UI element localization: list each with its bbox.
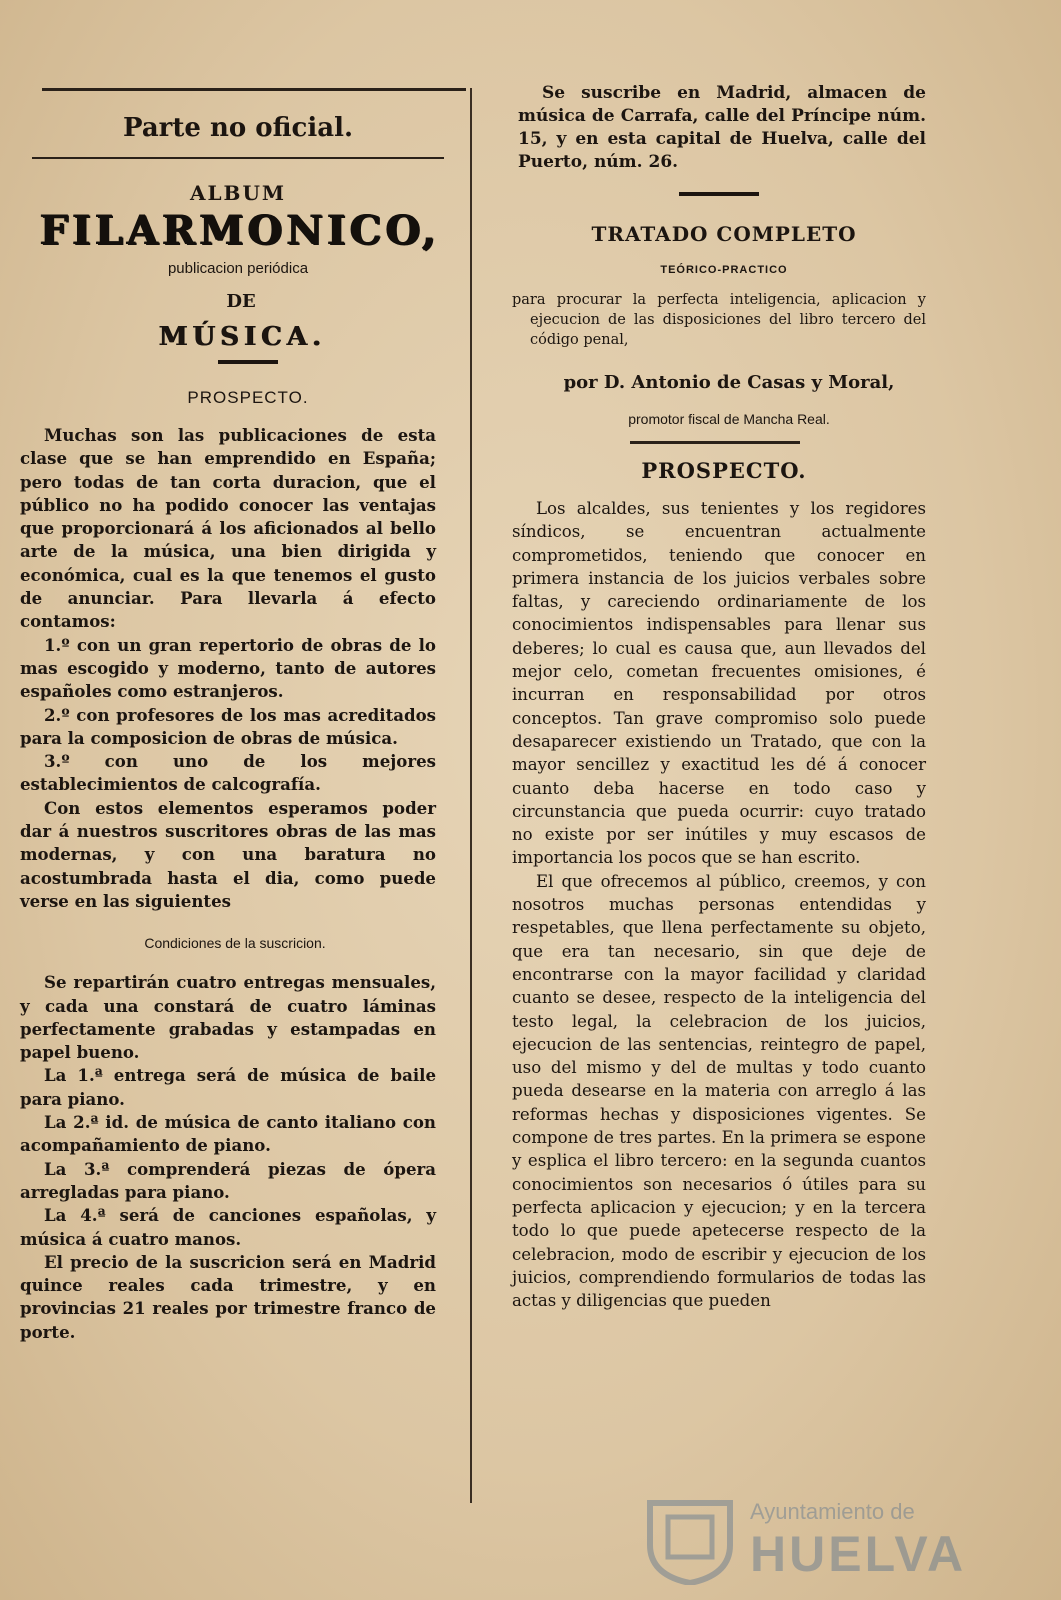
tratado-description: para procurar la perfecta inteligencia, aplicacion y ejecucion de las disposiciones del libro tercero del código penal, <box>512 292 926 348</box>
header-rule <box>32 157 444 159</box>
right-paragraph: El que ofrecemos al público, creemos, y con nosotros muchas personas entendidas y respetables, que llena perfectamente su objeto, que era tan necesario, sin que deje de encontrarse con la mayor facilidad y claridad cuanto se desee, respecto de la inteligencia del testo legal, la celebracion de los juicios, ejecucion de las sentencias, reintegro de papel, uso del mismo y del de multas y todo cuanto pueda desearse en la materia con arreglo á las reformas hechas y disposiciones vigentes. Se compone de tres partes. En la primera se espone y esplica el libro tercero: en la segunda cuantos conocimientos son necesarios ó útiles para su perfecta aplicacion y ejecucion; y en la tercera todo lo que puede apetecerse respecto de la celebracion, modo de escribir y ejecucion de los juicios, comprendiendo formularios de todas las actas y diligencias que pueden <box>512 871 926 1311</box>
left-column <box>20 78 441 1344</box>
teorico-subtitle: TEÓRICO-PRACTICO <box>660 264 788 276</box>
author-title: promotor fiscal de Mancha Real. <box>628 411 830 427</box>
watermark-line2: HUELVA <box>750 1526 967 1582</box>
right-body <box>512 497 926 1312</box>
author-line: por D. Antonio de Casas y Moral, <box>563 372 895 393</box>
shield-icon <box>640 1495 740 1585</box>
musica-title: MÚSICA. <box>158 322 326 352</box>
huelva-watermark-logo <box>640 1495 970 1585</box>
left-paragraph: 1.º con un gran repertorio de obras de lo mas escogido y moderno, tanto de autores españoles como estranjeros. <box>20 634 436 702</box>
publication-subtitle: publicacion periódica <box>167 260 309 277</box>
prospecto-heading-right: PROSPECTO. <box>641 458 807 483</box>
section-header: Parte no oficial. <box>122 113 354 143</box>
condition-item: La 2.ª id. de música de canto italiano con acompañamiento de piano. <box>20 1112 436 1156</box>
de-heading: DE <box>226 291 256 312</box>
left-paragraph: 3.º con uno de los mejores establecimientos de calcografía. <box>20 751 436 795</box>
condition-item: La 3.ª comprenderá piezas de ópera arregladas para piano. <box>20 1158 436 1202</box>
condition-item: La 4.ª será de canciones españolas, y música á cuatro manos. <box>20 1205 436 1249</box>
watermark-line1: Ayuntamiento de <box>750 1499 915 1524</box>
top-rule <box>42 88 466 91</box>
conditions-heading: Condiciones de la suscricion. <box>144 935 326 952</box>
short-divider-right <box>679 192 759 196</box>
left-body <box>20 424 436 913</box>
left-paragraph: Muchas son las publicaciones de esta clase que se han emprendido en España; pero todas de tan corta duracion, que el público no ha podido conocer las ventajas que proporcionará á los aficionados al bello arte de la música, una bien dirigida y económica, cual es la que tenemos el gusto de anunciar. Para llevarla á efecto contamos: <box>20 425 436 632</box>
prospecto-rule <box>630 441 800 444</box>
subscription-notice <box>518 82 926 174</box>
short-divider <box>218 360 278 364</box>
subscription-text: Se suscribe en Madrid, almacen de música de Carrafa, calle del Príncipe núm. 15, y en esta capital de Huelva, calle del Puerto, núm. 26. <box>518 83 926 172</box>
left-paragraph: 2.º con profesores de los mas acreditados para la composicion de obras de música. <box>20 704 436 748</box>
right-column <box>512 82 926 1312</box>
condition-item: El precio de la suscricion será en Madrid quince reales cada trimestre, y en provincias 21 reales por trimestre franco de porte. <box>20 1251 436 1342</box>
condition-item: Se repartirán cuatro entregas mensuales, y cada una constará de cuatro láminas perfectamente grabadas y estampadas en papel bueno. <box>20 972 436 1063</box>
conditions-body <box>20 971 436 1344</box>
tratado-title: TRATADO COMPLETO <box>591 222 857 246</box>
left-paragraph: Con estos elementos esperamos poder dar á nuestros suscritores obras de las mas modernas, y con una baratura no acostumbrada hasta el dia, como puede verse en las siguientes <box>20 797 436 911</box>
prospecto-heading-left: PROSPECTO. <box>187 388 309 407</box>
right-paragraph: Los alcaldes, sus tenientes y los regidores síndicos, se encuentran actualmente comprometidos, teniendo que conocer en primera instancia de los juicios verbales sobre faltas, y careciendo ordinariamente de los conocimientos indispensables para llenar sus deberes; lo cual es causa que, aun llevados del mejor celo, cometan frecuentes omisiones, é incurran en responsabilidad por otros conceptos. Tan grave compromiso solo puede desaparecer existiendo un Tratado, que con la mayor sencillez y exactitud les dé á conocer cuanto deba hacerse en todo caso y circunstancia que pueda ocurrir: cuyo tratado no existe por ser inútiles y muy escasos de importancia los pocos que se han escrito. <box>512 499 926 868</box>
column-divider <box>470 88 472 1503</box>
album-heading: ALBUM <box>189 181 287 205</box>
filarmonico-title: FILARMONICO, <box>40 207 441 254</box>
condition-item: La 1.ª entrega será de música de baile para piano. <box>20 1065 436 1109</box>
